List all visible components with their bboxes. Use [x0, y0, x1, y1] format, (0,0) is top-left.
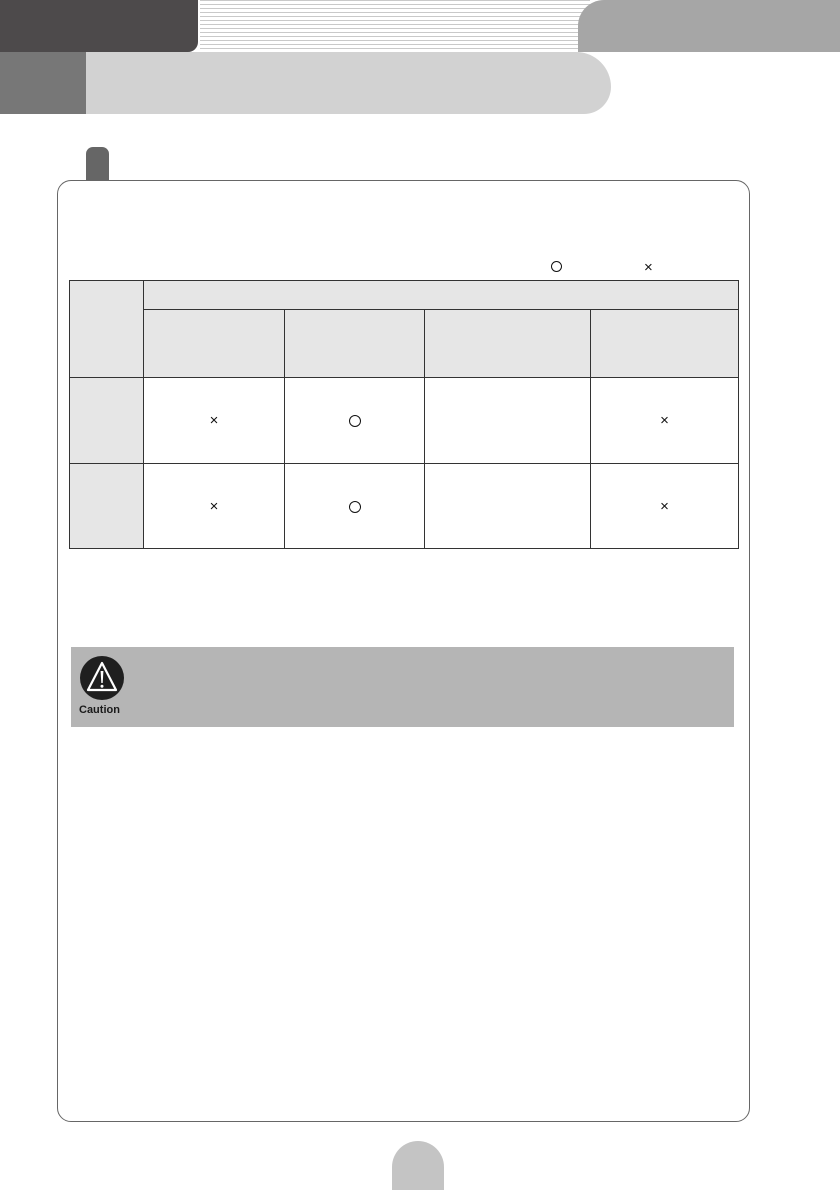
table-cell — [144, 378, 285, 464]
table-header-group — [144, 281, 739, 310]
title-band-marker — [0, 52, 86, 114]
title-band — [86, 52, 611, 114]
no-mark: × — [209, 497, 219, 515]
yes-mark — [349, 501, 361, 513]
compatibility-table — [69, 280, 739, 549]
table-row — [70, 464, 739, 549]
header-grey-block — [578, 0, 840, 52]
table-cell — [591, 378, 739, 464]
row-header — [70, 378, 144, 464]
legend-no-symbol: × — [644, 259, 653, 276]
yes-mark — [349, 415, 361, 427]
no-mark: × — [660, 497, 669, 515]
column-header — [591, 310, 739, 378]
column-header — [144, 310, 285, 378]
header-dark-block — [0, 0, 198, 52]
table-cell — [425, 464, 591, 549]
table-subheader-row — [70, 310, 739, 378]
table-row — [70, 378, 739, 464]
table-cell — [591, 464, 739, 549]
column-header — [425, 310, 591, 378]
warning-triangle-icon — [80, 656, 124, 700]
table-header-row — [70, 281, 739, 310]
no-mark: × — [209, 412, 219, 429]
table-cell — [144, 464, 285, 549]
table-cell — [285, 378, 425, 464]
table-header-corner — [70, 281, 144, 378]
row-header — [70, 464, 144, 549]
legend-yes-symbol — [551, 261, 562, 272]
table-cell — [285, 464, 425, 549]
header-striped-band — [200, 0, 590, 52]
table-cell — [425, 378, 591, 464]
page-number-tab — [392, 1141, 444, 1190]
no-mark: × — [660, 412, 669, 429]
caution-label: Caution — [79, 704, 120, 716]
column-header — [285, 310, 425, 378]
caution-box — [71, 647, 734, 727]
